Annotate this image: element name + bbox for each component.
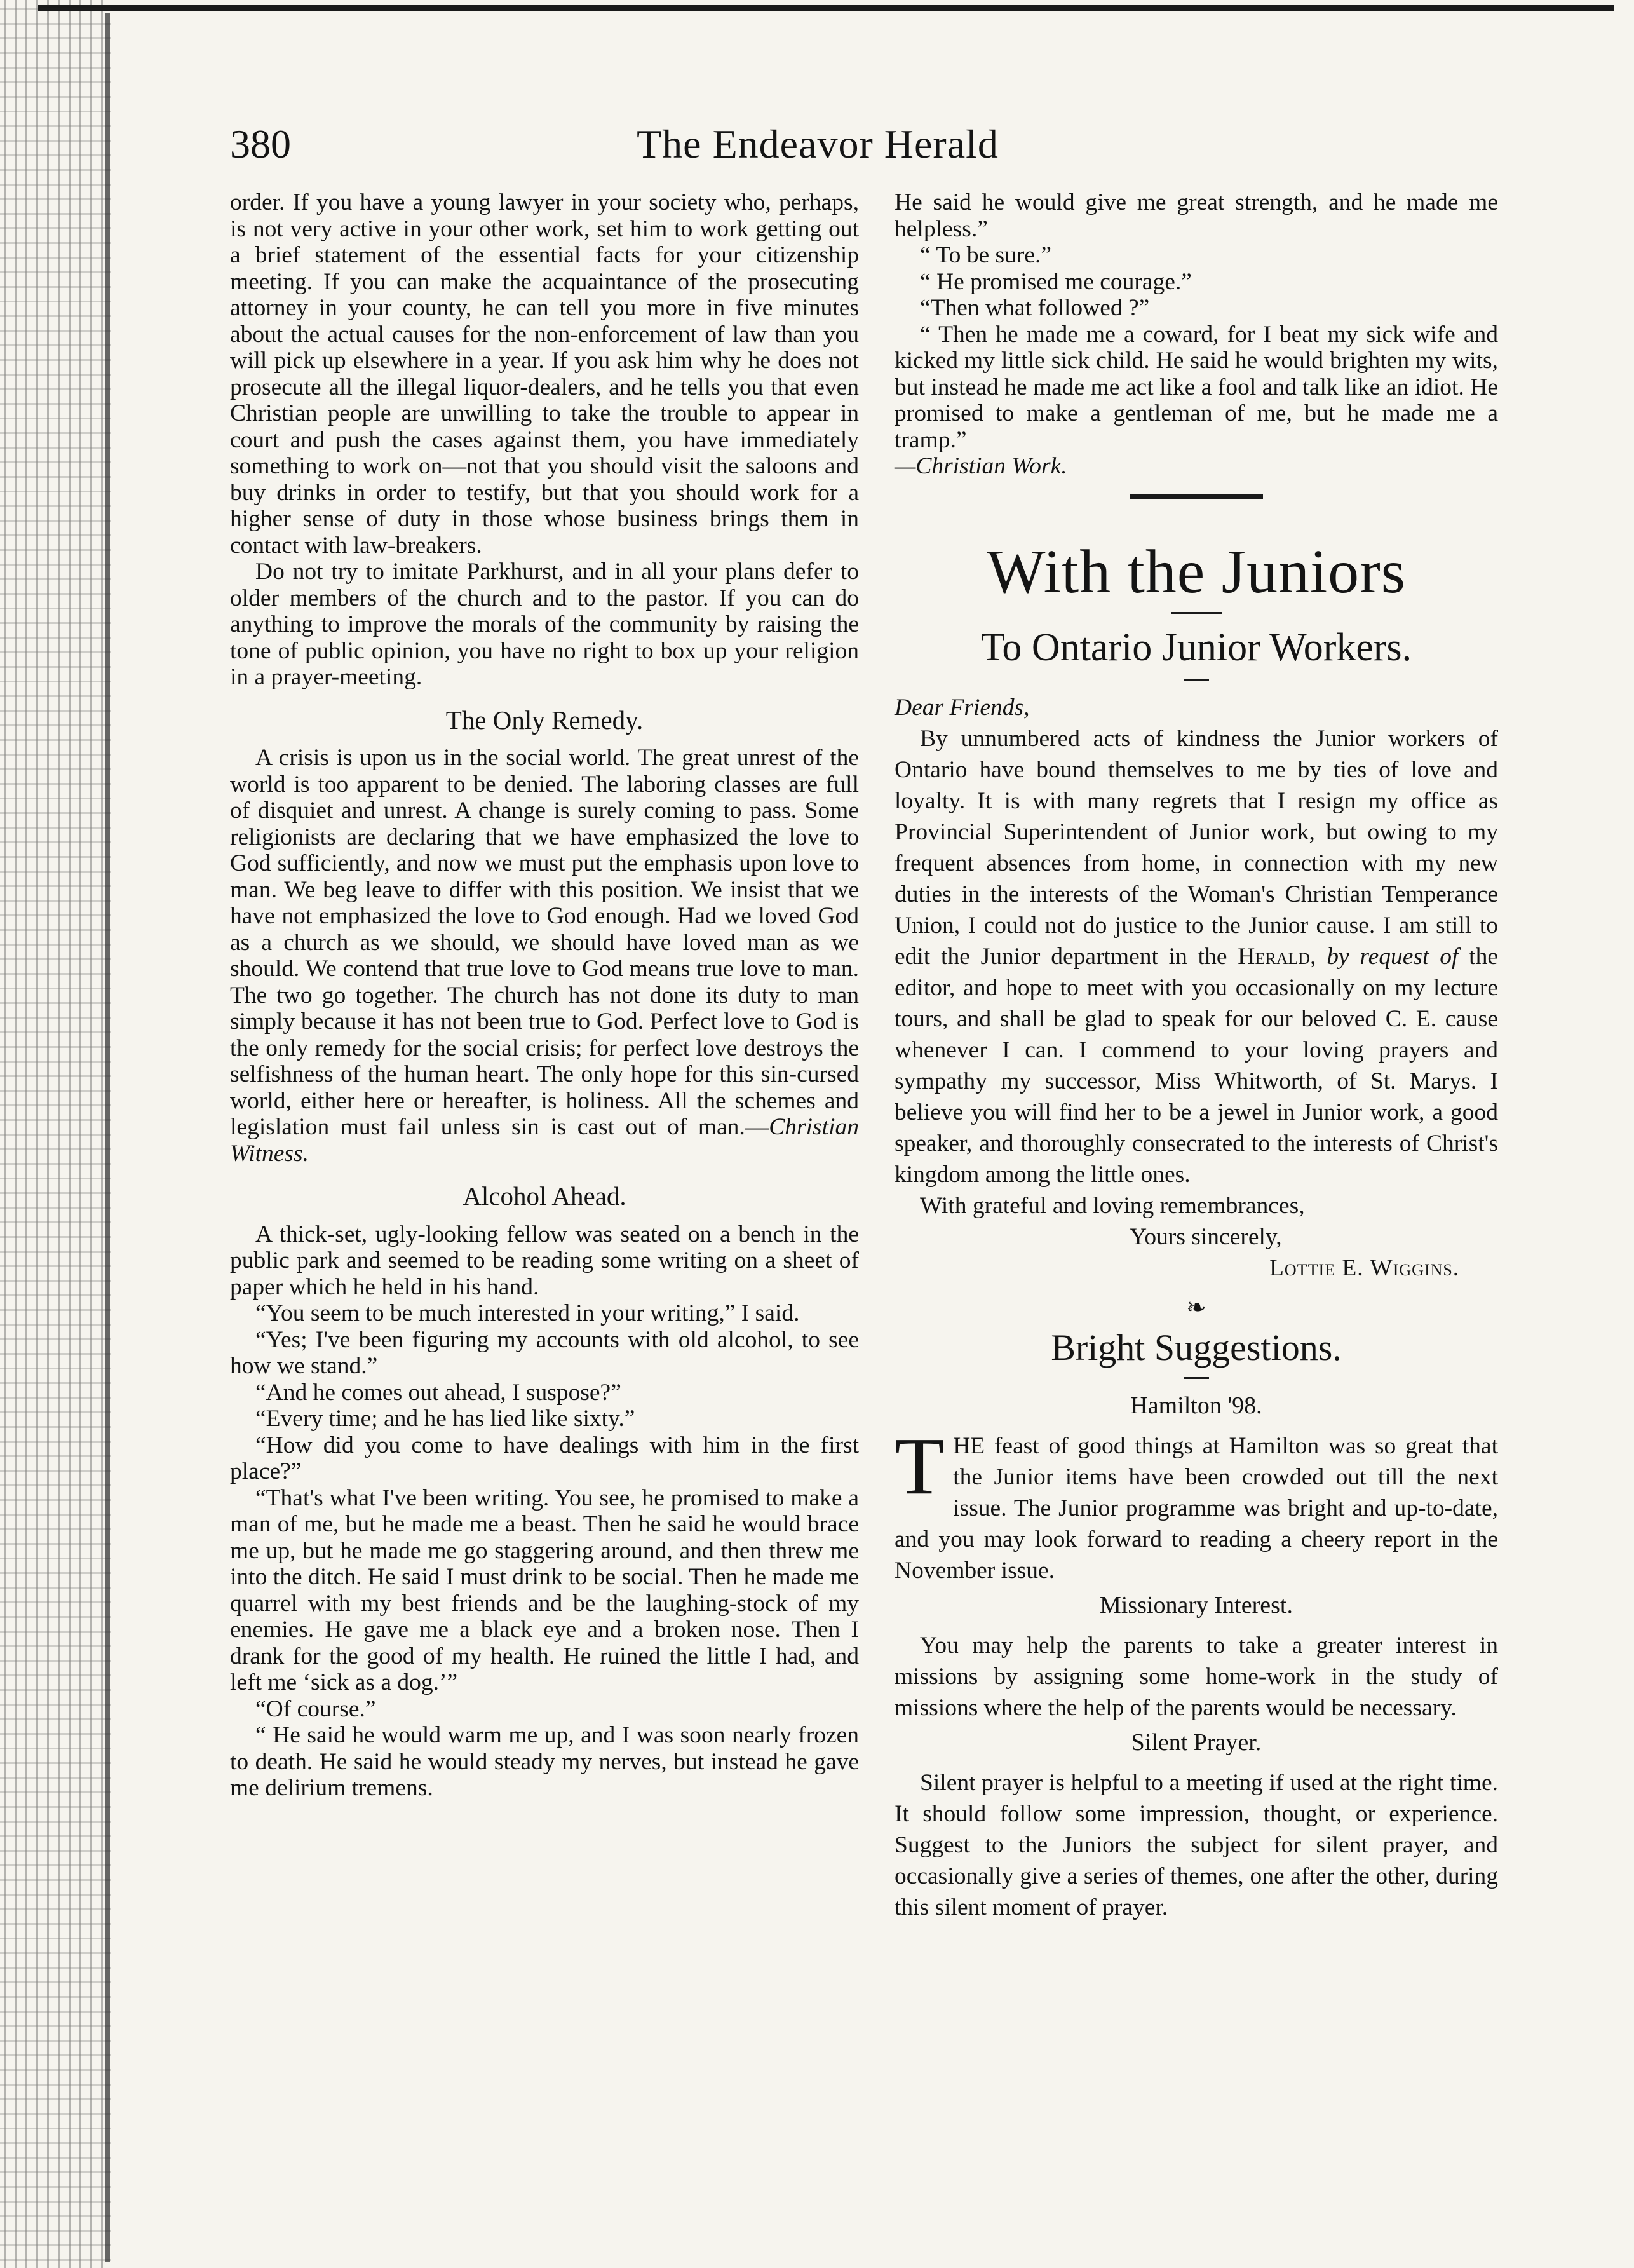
- paragraph: He said he would give me great strength, and he made me helpless.”: [895, 189, 1498, 242]
- paragraph: order. If you have a young lawyer in your society who, perhaps, is not very active in your other work, set him to work getting out a brief statement of the essential facts for your citizenship meeting. If you can make the acquaintance of the prosecuting attorney in your county, he can tell you more in five minutes about the actual causes for the non-enforcement of law than you will pick up elsewhere in a year. If you ask him why he does not prosecute all the illegal liquor-dealers, and he tells you that even Christian people are unwilling to take the trouble to appear in court and push the cases against them, you have immediately something to work on—not that you should visit the saloons and buy drinks in order to testify, but that you should work for a higher sense of duty in those whose business brings them in contact with law-breakers.: [230, 189, 859, 559]
- heading-dash: [1171, 612, 1222, 614]
- bright-suggestions-body: [895, 1390, 1498, 1923]
- section-divider: [1130, 494, 1263, 499]
- section-heading-bright-suggestions: Bright Suggestions.: [1051, 1327, 1342, 1368]
- paragraph: “ Then he made me a coward, for I beat my sick wife and kicked my little sick child. He said he would brighten my wits, but instead he made me act like a fool and talk like an idiot. He promised to make a gentleman of me, but he made me a tramp.”: [895, 321, 1498, 453]
- closing-line: With grateful and loving remembrances,: [920, 1192, 1305, 1219]
- subheading-silent-prayer: Silent Prayer.: [1131, 1729, 1262, 1756]
- only-remedy-text: A crisis is upon us in the social world. The great unrest of the world is too apparent to be denied. The laboring classes are full of disquiet and unrest. A change is surely coming to pass. Some religionists are declaring that we have emphasized the love to God sufficiently, and now we must put the emphasis upon love to man. We beg leave to differ with this position. We insist that we have not emphasized the love to God enough. Had we loved God as a church as we should, we should have loved man as we should. We contend that true love to God means true love to man. The two go together. The church has not done its duty to man simply because it has not been true to God. Perfect love to God is the only remedy for the social crisis; for perfect love destroys the selfishness of the human heart. The only hope for this sin-cursed world, either here or hereafter, is holiness. All the schemes and legislation must fail unless sin is cast out of man.—: [230, 745, 859, 1140]
- paragraph-hamilton: THE feast of good things at Hamilton was so great that the Junior items have been crowded out till the next issue. The Junior programme was bright and up-to-date, and you may look forward to reading a cheery report in the November issue.: [895, 1421, 1498, 1584]
- paragraph: “And he comes out ahead, I suspose?”: [255, 1379, 621, 1406]
- paragraph: “That's what I've been writing. You see, he promised to make a man of me, but he made me a beast. Then he said he would brace me up, but he made me go staggering around, and then threw me into the ditch. He said I must drink to be social. Then he made me quarrel with my best friends and be the laughing-stock of my enemies. He gave me a black eye and a broken nose. Then I drank for the good of my health. He ruined the little I had, and left me ‘sick as a dog.’”: [230, 1484, 859, 1695]
- source-citation: —Christian Work.: [895, 453, 1067, 479]
- source-citation: Christian Witness.: [230, 1114, 859, 1167]
- top-border-rule: [38, 5, 1614, 11]
- heading-dash: [1184, 1377, 1209, 1379]
- paragraph-only-remedy: [230, 745, 859, 1167]
- right-column: [895, 189, 1498, 1923]
- page-header: [230, 121, 1405, 178]
- paragraph: “ To be sure.”: [920, 242, 1052, 268]
- letter-paragraph: By unnumbered acts of kindness the Junior workers of Ontario have bound themselves to me by ties of love and loyalty. It is with many regrets that I resign my office as Provincial Superintendent of Junior work, but owing to my frequent absences from home, in connection with my new duties in the interests of the Woman's Christian Temperance Union, I could not do justice to the Junior cause. I am still to edit the Junior department in the Herald, by request of the editor, and hope to meet with you occasionally on my lecture tours, and shall be glad to speak for our beloved C. E. cause whenever I can. I commend to your loving prayers and sympathy my successor, Miss Whitworth, of St. Marys. I believe you will find her to be a jewel in Junior work, a good speaker, and thoroughly consecrated to the interests of Christ's kingdom among the little ones.: [895, 725, 1498, 1188]
- salutation: Dear Friends,: [895, 694, 1030, 721]
- paragraph: “Yes; I've been figuring my accounts with old alcohol, to see how we stand.”: [230, 1326, 859, 1379]
- paragraph: “How did you come to have dealings with him in the first place?”: [230, 1432, 859, 1484]
- herald-name: Herald: [1238, 943, 1311, 970]
- paragraph: “You seem to be much interested in your writing,” I said.: [255, 1300, 800, 1326]
- paragraph: “ He promised me courage.”: [920, 268, 1192, 295]
- subheading-missionary: Missionary Interest.: [1100, 1592, 1293, 1619]
- department-heading: With the Juniors: [987, 537, 1406, 606]
- section-heading-alcohol-ahead: Alcohol Ahead.: [463, 1181, 626, 1211]
- letter-heading: To Ontario Junior Workers.: [980, 625, 1412, 669]
- ornament-icon: ❧: [1186, 1294, 1206, 1321]
- paragraph: “Every time; and he has lied like sixty.”: [255, 1406, 635, 1432]
- paragraph-missionary: You may help the parents to take a greater interest in missions by assigning some home-work in the study of missions where the help of the parents would be necessary.: [895, 1633, 1498, 1721]
- paragraph: Do not try to imitate Parkhurst, and in all your plans defer to older members of the church and to the pastor. If you can do anything to improve the morals of the community by raising the tone of public opinion, you have no right to box up your religion in a prayer-meeting.: [230, 559, 859, 690]
- paragraph: “ He said he would warm me up, and I was soon nearly frozen to death. He said he would steady my nerves, but instead he gave me delirium tremens.: [230, 1722, 859, 1801]
- paragraph: A thick-set, ugly-looking fellow was seated on a bench in the public park and seemed to be reading some writing on a sheet of paper which he held in his hand.: [230, 1221, 859, 1300]
- running-title: The Endeavor Herald: [637, 121, 999, 166]
- signature: Lottie E. Wiggins.: [1269, 1254, 1460, 1281]
- paragraph-silent-prayer: Silent prayer is helpful to a meeting if used at the right time. It should follow some impression, thought, or experience. Suggest to the Juniors the subject for silent prayer, and occasionally give a series of themes, one after the other, during this silent moment of prayer.: [895, 1770, 1498, 1920]
- page-binding-edge: [0, 0, 111, 2268]
- binding-shadow: [105, 13, 110, 2262]
- closing-line: Yours sincerely,: [1130, 1223, 1282, 1250]
- drop-cap: T: [895, 1421, 945, 1511]
- subheading-hamilton: Hamilton '98.: [1130, 1392, 1262, 1419]
- page-number: 380: [230, 121, 291, 166]
- letter-body: [895, 692, 1498, 1284]
- left-column: [230, 189, 859, 1802]
- paragraph: “Then what followed ?”: [920, 295, 1150, 321]
- paragraph: “Of course.”: [255, 1695, 376, 1722]
- heading-dash: [1184, 679, 1209, 681]
- section-heading-only-remedy: The Only Remedy.: [445, 705, 644, 735]
